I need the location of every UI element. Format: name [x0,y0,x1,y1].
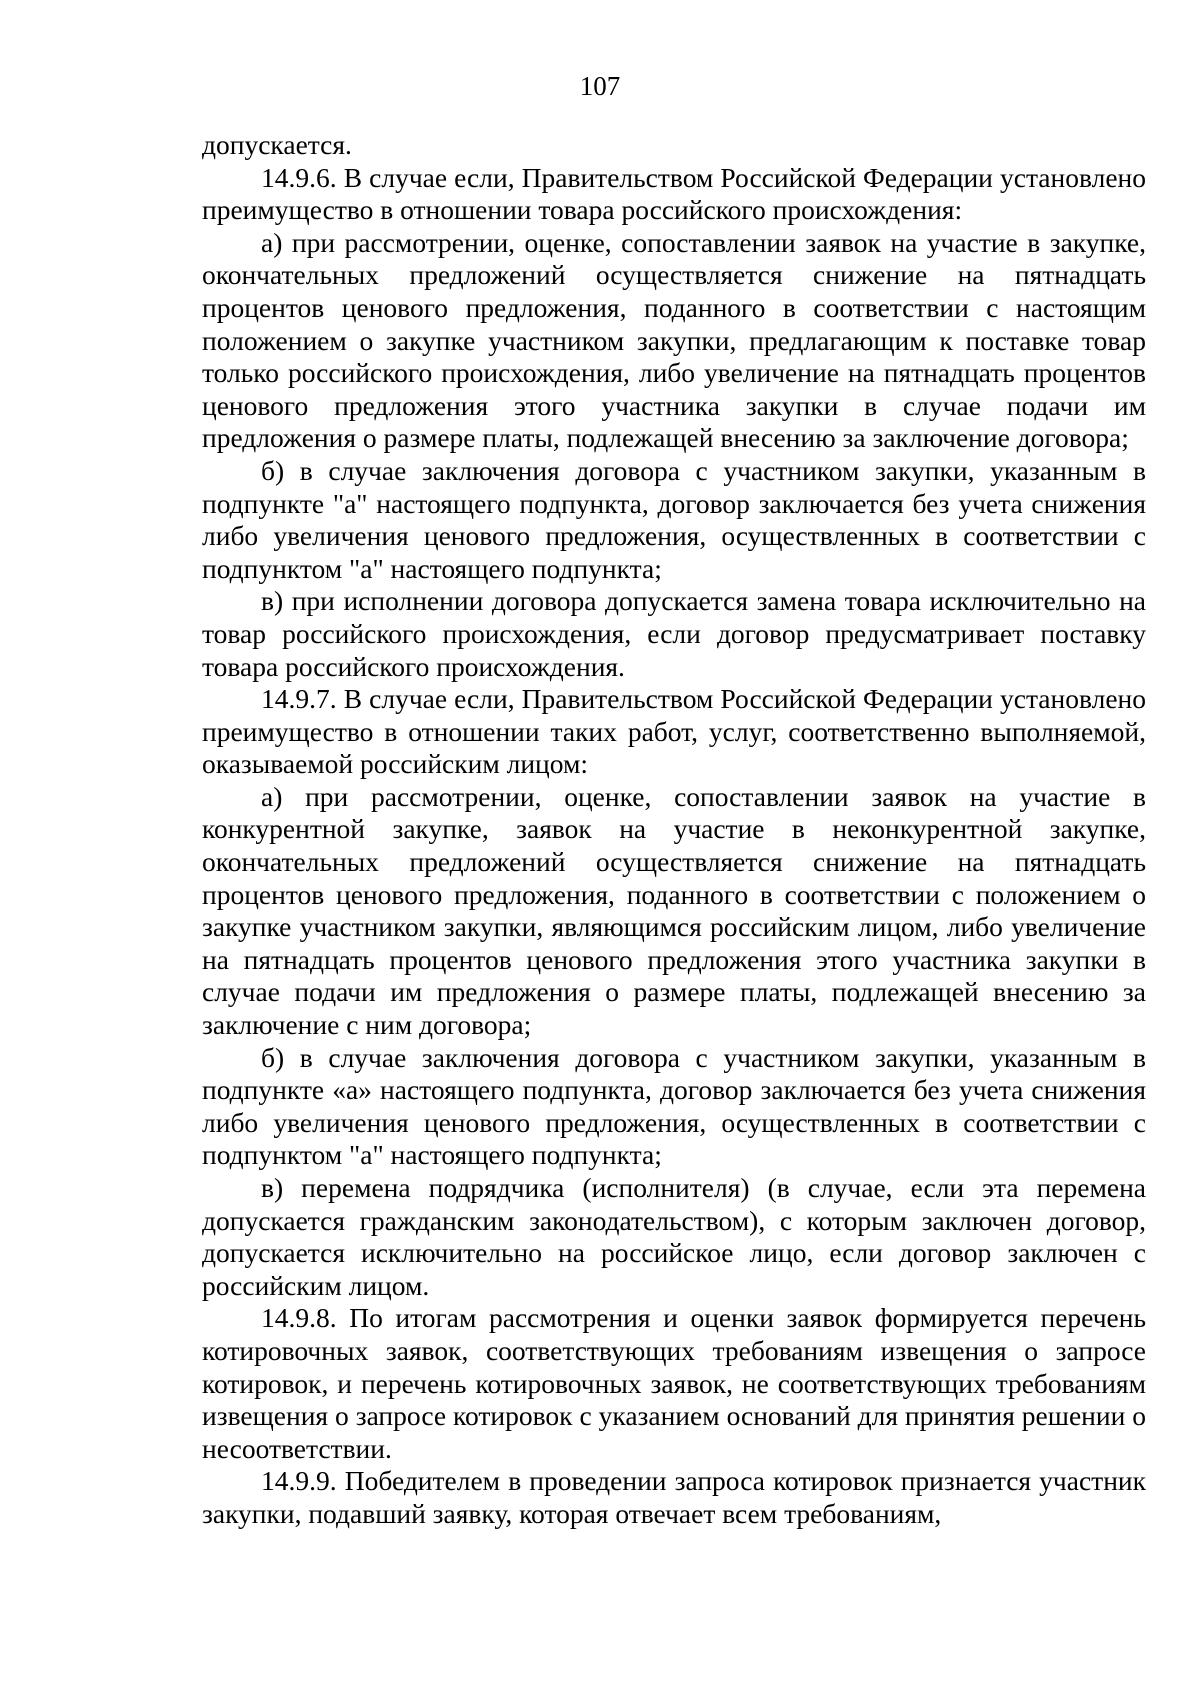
clause-14-9-8: 14.9.8. По итогам рассмотрения и оценки заявок формируется перечень котировочных заявок, соответствующих требованиям извещения о запросе котировок, и перечень котировочных заявок, не соответствующих требованиям извещения о запросе котировок с указанием оснований для принятия решении о несоответствии. [202,1302,1146,1464]
clause-14-9-6-v: в) при исполнении договора допускается замена товара исключительно на товар российского происхождения, если договор предусматривает поставку товара российского происхождения. [202,585,1146,682]
paragraph-continuation: допускается. [202,129,352,160]
clause-14-9-9: 14.9.9. Победителем в проведении запроса котировок признается участник закупки, подавший заявку, которая отвечает всем требованиям, [202,1465,1146,1529]
page-number: 107 [579,71,621,101]
clause-14-9-7-a: а) при рассмотрении, оценке, сопоставлении заявок на участие в конкурентной закупке, заявок на участие в неконкурентной закупке, окончательных предложений осуществляется снижение на пятнадцать процентов ценового предложения, поданного в соответствии с положением о закупке участником закупки, являющимся российским лицом, либо увеличение на пятнадцать процентов ценового предложения этого участника закупки в случае подачи им предложения о размере платы, подлежащей внесению за заключение с ним договора; [202,780,1146,1041]
clause-14-9-7: 14.9.7. В случае если, Правительством Российской Федерации установлено преимущество в отношении таких работ, услуг, соответственно выполняемой, оказываемой российским лицом: [202,683,1146,780]
clause-14-9-6: 14.9.6. В случае если, Правительством Российской Федерации установлено преимущество в отношении товара российского происхождения: [202,161,1146,226]
clause-14-9-6-a: а) при рассмотрении, оценке, сопоставлении заявок на участие в закупке, окончательных предложений осуществляется снижение на пятнадцать процентов ценового предложения, поданного в соответствии с настоящим положением о закупке участником закупки, предлагающим к поставке товар только российского происхождения, либо увеличение на пятнадцать процентов ценового предложения этого участника закупки в случае подачи им предложения о размере платы, подлежащей внесению за заключение договора; [202,226,1146,454]
clause-14-9-7-b: б) в случае заключения договора с участником закупки, указанным в подпункте «а» настоящего подпункта, договор заключается без учета снижения либо увеличения ценового предложения, осуществленных в соответствии с подпунктом "а" настоящего подпункта; [202,1041,1146,1171]
clause-14-9-6-b: б) в случае заключения договора с участником закупки, указанным в подпункте "а" настоящего подпункта, договор заключается без учета снижения либо увеличения ценового предложения, осуществленных в соответствии с подпунктом "а" настоящего подпункта; [202,454,1146,584]
clause-14-9-7-v: в) перемена подрядчика (исполнителя) (в случае, если эта перемена допускается гражданским законодательством), с которым заключен договор, допускается исключительно на российское лицо, если договор заключен с российским лицом. [202,1172,1146,1301]
document-body [202,129,1146,1531]
